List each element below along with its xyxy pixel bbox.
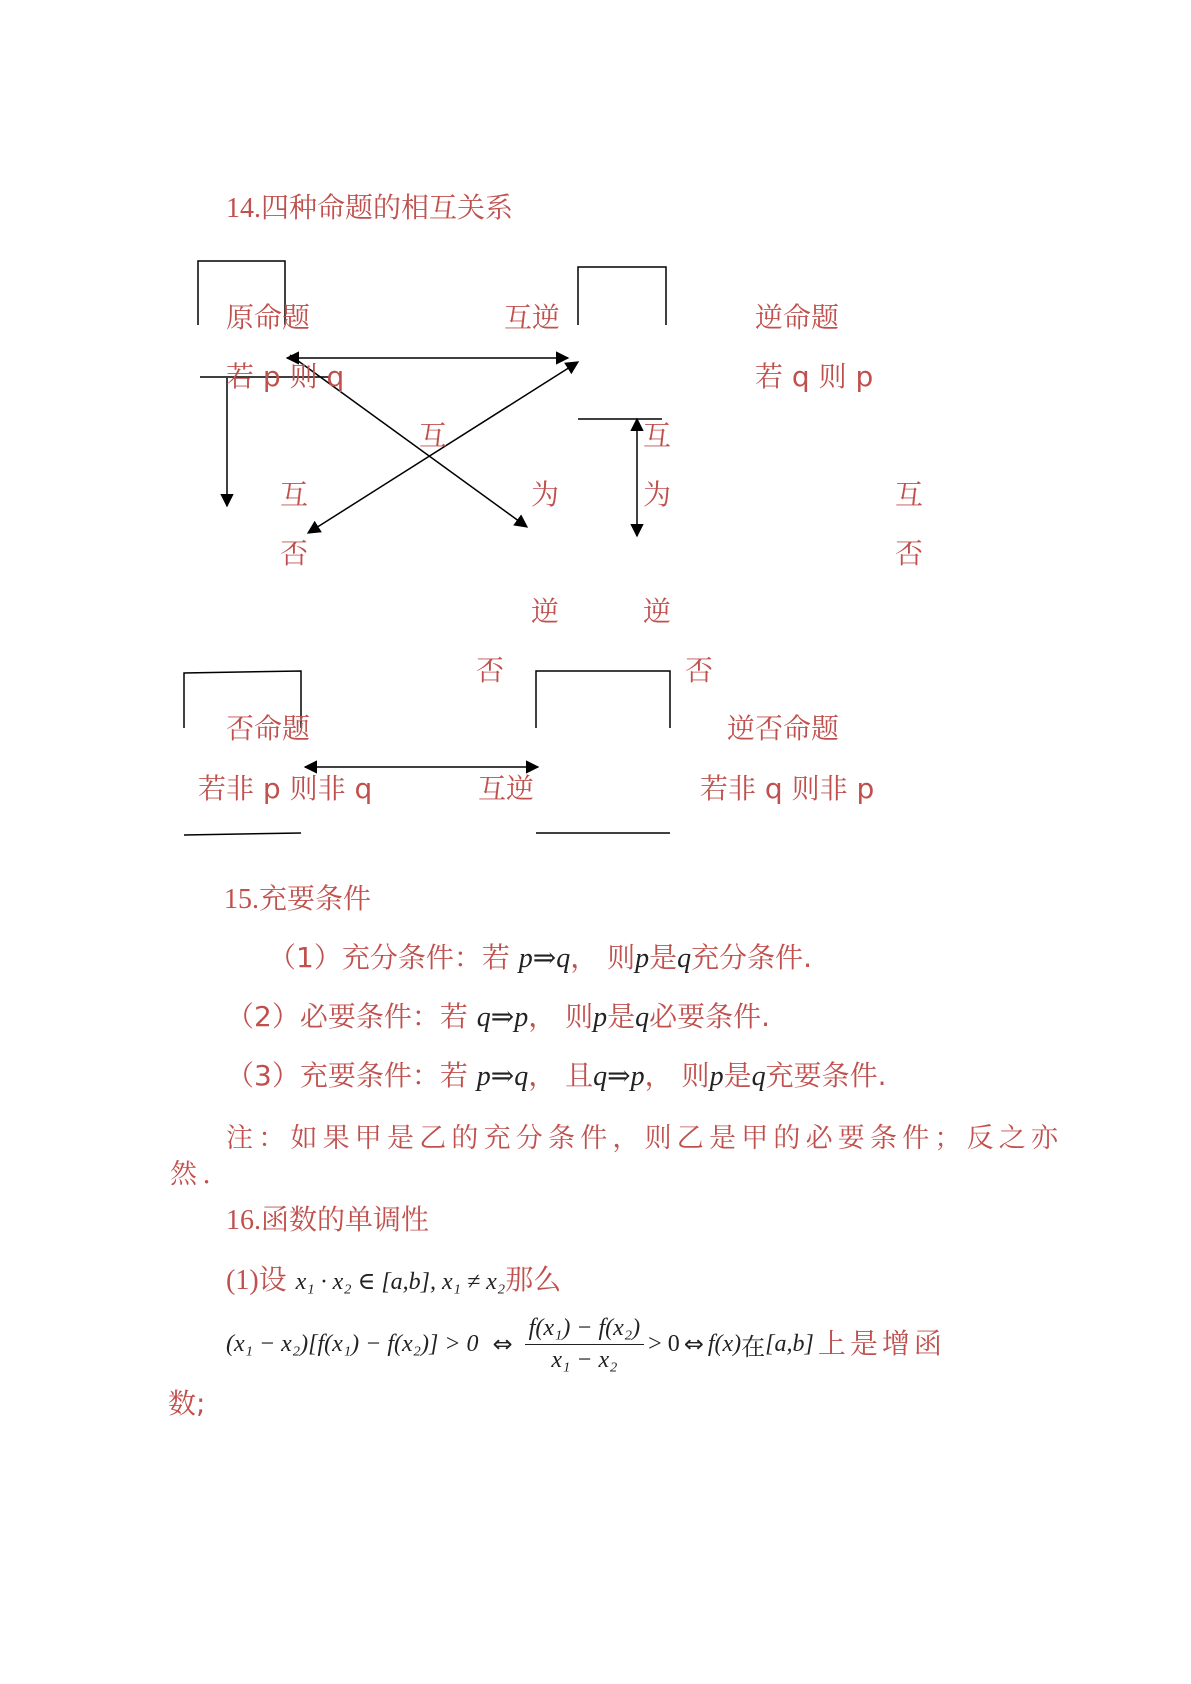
zai-word: 在 xyxy=(741,1334,766,1361)
item-index: (1) xyxy=(226,1265,259,1296)
contrapositive-proposition-name: 逆否命题 xyxy=(727,712,840,745)
converse-proposition-name: 逆命题 xyxy=(755,301,840,334)
box-underline-inverse xyxy=(184,833,301,835)
section-number: 16. xyxy=(226,1205,261,1236)
condition-kind: 充分条件. xyxy=(691,941,813,974)
monotonic-item-1 xyxy=(226,1263,562,1296)
implication-expr-2: q⇒p xyxy=(593,1061,645,1092)
fraction-denominator: x₁ − x₂ xyxy=(551,1346,618,1373)
right-relation-char-2: 否 xyxy=(895,537,924,570)
function-fx: f(x) xyxy=(707,1330,742,1357)
section-title: 充要条件 xyxy=(259,882,372,915)
set-expression: x₁ · x₂ ∈ [a,b], x₁ ≠ x₂ xyxy=(295,1269,506,1295)
item-index: （3） xyxy=(226,1059,300,1092)
then-word: 则 xyxy=(681,1059,710,1092)
greater-than-zero: > 0 xyxy=(648,1330,680,1357)
iff-symbol-2: ⇔ xyxy=(683,1330,704,1358)
conclusion-text: 上是增函 xyxy=(817,1327,946,1360)
contrapositive-proposition-statement: 若非 q 则非 p xyxy=(700,772,875,805)
inverse-proposition-statement: 若非 p 则非 q xyxy=(198,772,373,805)
var-q: q xyxy=(677,943,692,974)
box-frame-converse xyxy=(578,267,666,325)
box-frame-contrapositive xyxy=(536,671,670,728)
left-relation-char-2: 否 xyxy=(280,537,309,570)
item-index: （2） xyxy=(226,1000,300,1033)
relation-label-bottom: 互逆 xyxy=(478,772,535,805)
separator: ， xyxy=(528,1059,557,1092)
center-relation-char: 互 xyxy=(419,419,448,452)
original-proposition-name: 原命题 xyxy=(226,301,311,334)
var-p: p xyxy=(635,943,650,974)
left-relation-char-1: 互 xyxy=(280,478,309,511)
conclusion-wrap: 数; xyxy=(168,1387,206,1420)
diag-left-char-1: 为 xyxy=(531,478,560,511)
product-inequality: (x₁ − x₂)[f(x₁) − f(x₂)] > 0 xyxy=(226,1330,479,1357)
is-word: 是 xyxy=(723,1059,752,1092)
item-label: 设 xyxy=(258,1263,287,1296)
diag-right-char-1: 互 xyxy=(643,419,672,452)
is-word: 是 xyxy=(649,941,678,974)
diag-right-char-4: 否 xyxy=(685,654,714,687)
relation-label-top: 互逆 xyxy=(504,301,561,334)
section-title: 函数的单调性 xyxy=(261,1203,430,1236)
diag-left-char-3: 否 xyxy=(476,654,505,687)
var-p: p xyxy=(709,1061,724,1092)
section-number: 15. xyxy=(224,884,259,915)
difference-quotient xyxy=(525,1315,645,1374)
item-label: 充分条件：若 xyxy=(341,941,510,974)
diag-right-char-3: 逆 xyxy=(643,595,672,628)
section-15-heading xyxy=(224,882,372,915)
right-relation-char-1: 互 xyxy=(895,478,924,511)
var-p: p xyxy=(593,1002,608,1033)
interval-ab: [a,b] xyxy=(765,1330,814,1357)
item-tail: 那么 xyxy=(505,1263,562,1296)
and-word: 且 xyxy=(565,1059,594,1092)
section-number: 14. xyxy=(226,193,261,224)
diag-left-char-2: 逆 xyxy=(531,595,560,628)
then-word: 则 xyxy=(607,941,636,974)
iff-symbol: ⇔ xyxy=(492,1330,513,1358)
section-title: 四种命题的相互关系 xyxy=(261,191,514,224)
var-q: q xyxy=(751,1061,766,1092)
converse-proposition-statement: 若 q 则 p xyxy=(755,360,874,393)
var-q: q xyxy=(635,1002,650,1033)
condition-item-3 xyxy=(226,1059,887,1092)
item-label: 必要条件：若 xyxy=(299,1000,468,1033)
is-word: 是 xyxy=(607,1000,636,1033)
item-index: （1） xyxy=(268,941,342,974)
note-line-2: 然. xyxy=(170,1159,216,1190)
diag-right-char-2: 为 xyxy=(643,478,672,511)
separator: ， xyxy=(528,1000,557,1033)
condition-item-2 xyxy=(226,1000,771,1033)
note-line-1: 注：如果甲是乙的充分条件，则乙是甲的必要条件；反之亦 xyxy=(226,1123,1064,1154)
condition-kind: 必要条件. xyxy=(649,1000,771,1033)
condition-kind: 充要条件. xyxy=(765,1059,887,1092)
implication-expr: q⇒p xyxy=(476,1002,529,1033)
original-proposition-statement: 若 p 则 q xyxy=(226,360,345,393)
separator: ， xyxy=(570,941,599,974)
item-label: 充要条件：若 xyxy=(299,1059,468,1092)
implication-expr: p⇒q xyxy=(476,1061,529,1092)
implication-expr: p⇒q xyxy=(518,943,571,974)
monotonic-equivalence-line xyxy=(226,1312,946,1376)
section-16-heading xyxy=(226,1203,430,1236)
separator: ， xyxy=(644,1059,673,1092)
inverse-proposition-name: 否命题 xyxy=(226,712,311,745)
condition-item-1 xyxy=(268,941,813,974)
fraction-numerator: f(x₁) − f(x₂) xyxy=(525,1315,645,1345)
then-word: 则 xyxy=(565,1000,594,1033)
